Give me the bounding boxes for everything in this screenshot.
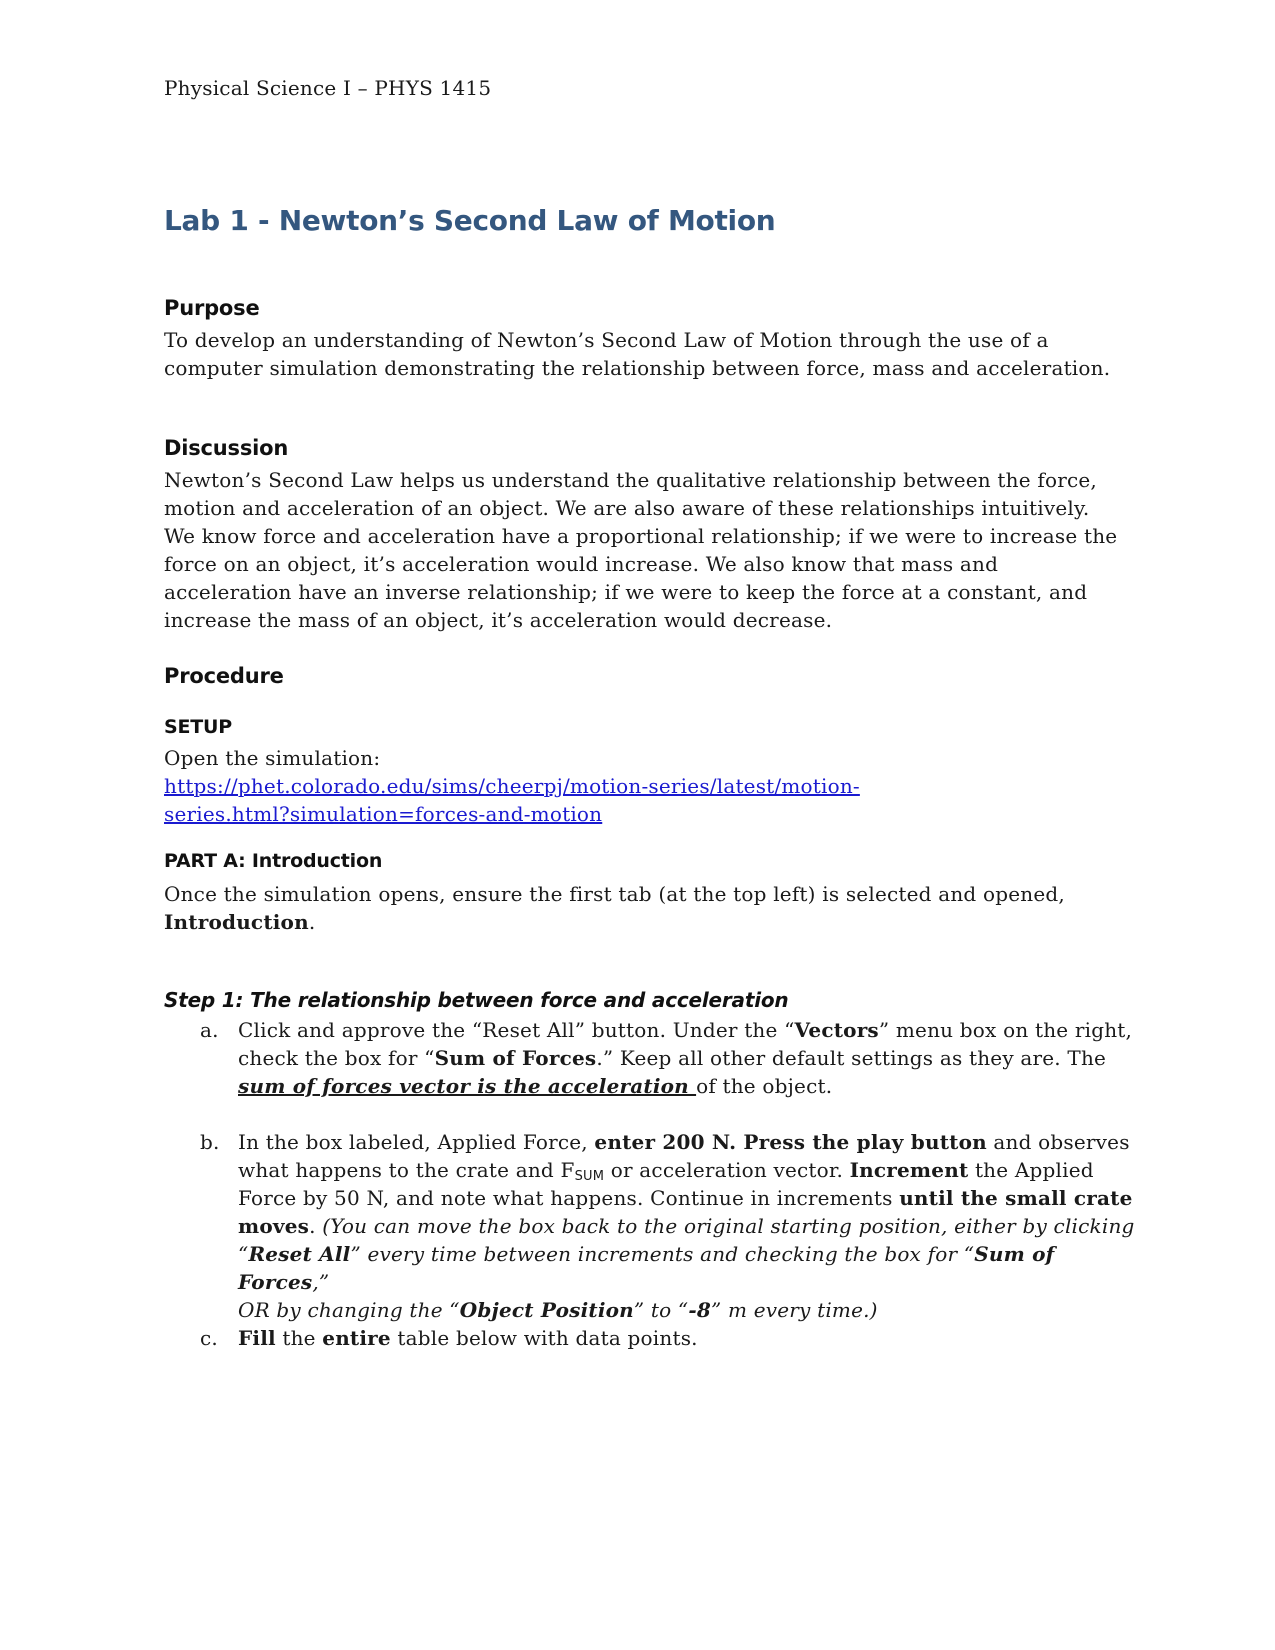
part-a-paragraph (164, 880, 1144, 936)
vectors-term: Vectors (794, 1018, 879, 1042)
list-item-text: Click and approve the “Reset All” button. Under the “Vectors” menu box on the right, check the box for “Sum of Forces.” Keep all other default settings as they are. The sum of forces vector is the acceleration of the object. (238, 1018, 1133, 1098)
discussion-heading: Discussion (164, 436, 289, 460)
part-a-heading: PART A: Introduction (164, 850, 383, 872)
page-header: Physical Science I – PHYS 1415 (164, 76, 492, 100)
sum-of-forces-term: Sum of Forces (434, 1046, 597, 1070)
list-marker: a. (200, 1018, 219, 1042)
open-simulation-text: Open the simulation: (164, 746, 381, 770)
list-marker: c. (200, 1326, 218, 1350)
page-title: Lab 1 - Newton’s Second Law of Motion (164, 204, 776, 237)
list-item-text: Fill the entire table below with data points. (238, 1326, 698, 1350)
discussion-line: motion and acceleration of an object. We are also aware of these relationships intuitively. (164, 496, 1090, 520)
introduction-term: Introduction (164, 910, 309, 934)
procedure-heading: Procedure (164, 664, 284, 688)
emphasis-text: sum of forces vector is the acceleration (238, 1074, 697, 1098)
list-marker: b. (200, 1130, 220, 1154)
simulation-link-line1[interactable]: https://phet.colorado.edu/sims/cheerpj/motion-series/latest/motion- (164, 774, 860, 798)
purpose-heading: Purpose (164, 296, 260, 320)
part-a-line: Introduction. (164, 910, 316, 934)
setup-heading: SETUP (164, 716, 232, 738)
discussion-line: We know force and acceleration have a proportional relationship; if we were to increase the (164, 524, 1118, 548)
simulation-link-line2[interactable]: series.html?simulation=forces-and-motion (164, 802, 603, 826)
discussion-line: acceleration have an inverse relationship; if we were to keep the force at a constant, and (164, 580, 1088, 604)
setup-paragraph (164, 744, 1144, 828)
discussion-line: Newton’s Second Law helps us understand the qualitative relationship between the force, (164, 468, 1097, 492)
purpose-line: computer simulation demonstrating the relationship between force, mass and acceleration. (164, 356, 1111, 380)
discussion-line: increase the mass of an object, it’s acceleration would decrease. (164, 608, 833, 632)
discussion-paragraph (164, 466, 1144, 634)
purpose-line: To develop an understanding of Newton’s Second Law of Motion through the use of a (164, 328, 1049, 352)
part-a-line: Once the simulation opens, ensure the first tab (at the top left) is selected and opened, (164, 882, 1065, 906)
discussion-line: force on an object, it’s acceleration would increase. We also know that mass and (164, 552, 999, 576)
list-item-text: In the box labeled, Applied Force, enter 200 N. Press the play button and observes what happens to the crate and $F_{SUM}$ or acceleration vector. Increment the Applied Force by 50 N, and note what happens. Continue in increments until the small crate moves. (You can move the box back to the original starting position, either by clicking “Reset All” every time between increments and checking the box for “Sum of Forces,” OR by changing the “Object Position” to “-8” m every time.) (238, 1130, 1135, 1322)
step1-heading: Step 1: The relationship between force and acceleration (164, 988, 789, 1012)
purpose-paragraph (164, 326, 1144, 382)
